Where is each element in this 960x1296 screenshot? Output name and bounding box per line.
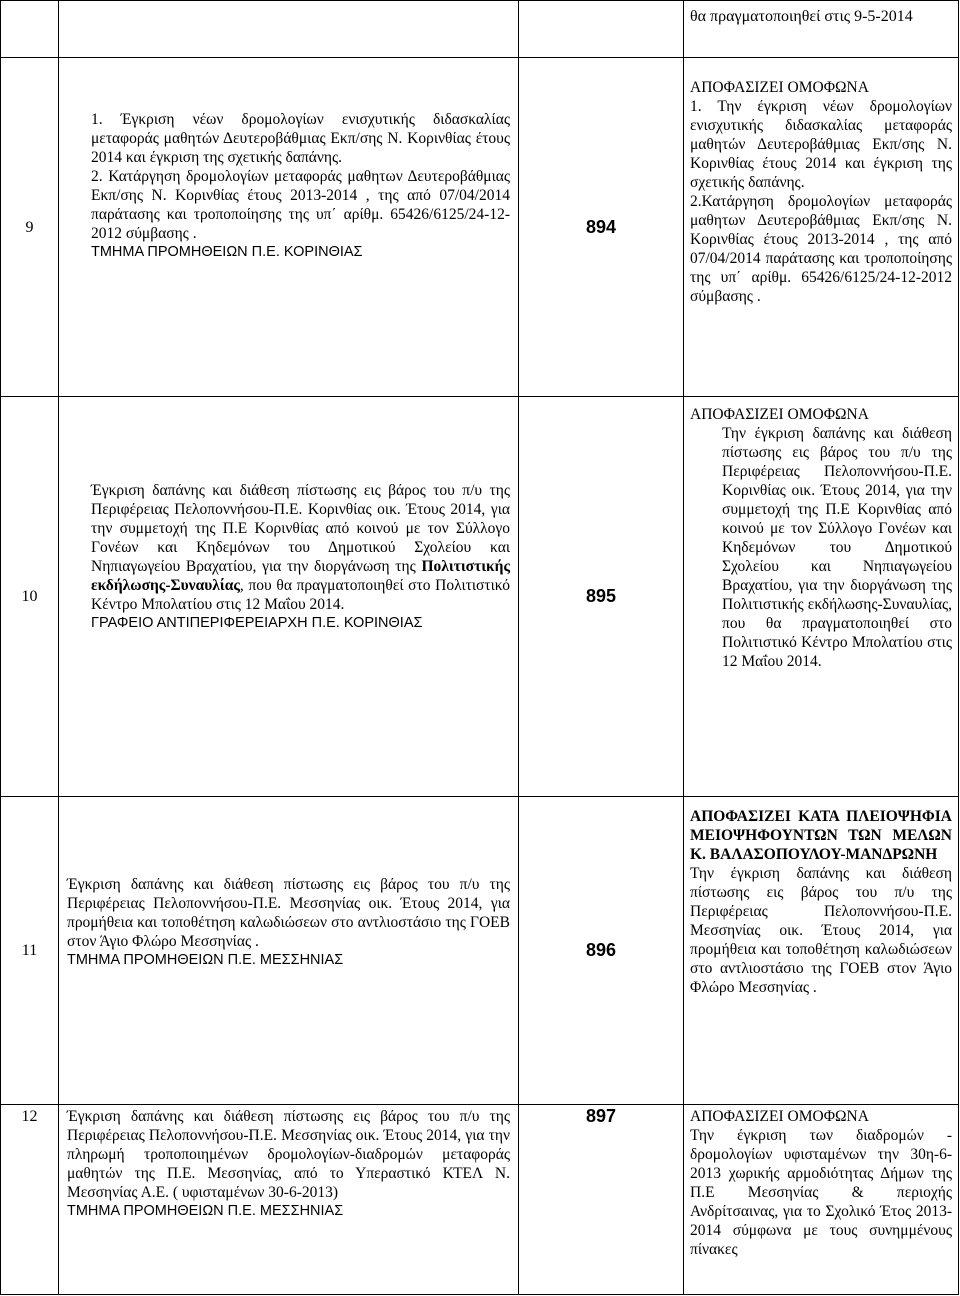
department-label: ΤΜΗΜΑ ΠΡΟΜΗΘΕΙΩΝ Π.Ε. ΚΟΡΙΝΘΙΑΣ: [91, 244, 363, 260]
department-label: ΤΜΗΜΑ ΠΡΟΜΗΘΕΙΩΝ Π.Ε. ΜΕΣΣΗΝΙΑΣ: [67, 952, 344, 968]
row-number: 12: [1, 1105, 59, 1295]
decision-number: 894: [519, 58, 684, 397]
continuation-row: [1, 1, 959, 58]
decision-number: 896: [519, 797, 684, 1105]
result-text: Την έγκριση δαπάνης και διάθεση πίστωσης εις βάρος του π/υ της Περιφέρειας Πελοποννήσου-Π.Ε. Κορινθίας οικ. Έτους 2014, για την συμμετοχή της Π.Ε Κορινθίας από κοινού με τον Σύλλογο Γονέων και Κηδεμόνων του Δημοτικού Σχολείου και Νηπιαγωγείου Βραχατίου, για την διοργάνωση της Πολιτιστικής εκδήλωσης-Συναυλίας, που θα πραγματοποιηθεί στο Πολιτιστικό Κέντρο Μπολατίου στις 12 Μαΐου 2014.: [722, 425, 952, 670]
row-number: 11: [1, 797, 59, 1105]
result-text: Την έγκριση δαπάνης και διάθεση πίστωσης εις βάρος του π/υ της Περιφέρειας Πελοποννήσου-Π.Ε. Μεσσηνίας οικ. Έτους 2014, για προμήθεια και τοποθέτηση καλωδιώσεων στο αντλιοστάσιο της ΓΟΕΒ στον Άγιο Φλώρο Μεσσηνίας .: [690, 865, 952, 996]
result-title: ΑΠΟΦΑΣΙΖΕΙ ΟΜΟΦΩΝΑ: [690, 79, 869, 96]
department-label: ΤΜΗΜΑ ΠΡΟΜΗΘΕΙΩΝ Π.Ε. ΜΕΣΣΗΝΙΑΣ: [67, 1203, 344, 1219]
subject-text-end: , που θα πραγματοποιηθεί στο Πολιτιστικό Κέντρο Μπολατίου στις 12 Μαΐου 2014.: [91, 577, 510, 613]
subject-text: Έγκριση δαπάνης και διάθεση πίστωσης εις βάρος του π/υ της Περιφέρειας Πελοποννήσου-Π.Ε. Μεσσηνίας οικ. Έτους 2014, για την πληρωμή τροποποιημένων δρομολογίων-διαδρομών μεταφοράς μαθητών της Π.Ε. Μεσσηνίας, από το Υπεραστικό ΚΤΕΛ Ν. Μεσσηνίας Α.Ε. ( υφισταμένων 30-6-2013): [67, 1108, 510, 1201]
result-item-1: 1. Την έγκριση νέων δρομολογίων ενισχυτικής διδασκαλίας μεταφοράς μαθητών Δευτεροβάθμιας Εκπ/σης Ν. Κορινθίας έτους 2014 και έγκριση της σχετικής δαπάνης.: [690, 98, 952, 191]
result-title: ΑΠΟΦΑΣΙΖΕΙ ΟΜΟΦΩΝΑ: [690, 1108, 869, 1125]
subject-cell: [59, 58, 519, 397]
subject-text: Έγκριση δαπάνης και διάθεση πίστωσης εις βάρος του π/υ της Περιφέρειας Πελοποννήσου-Π.Ε. Μεσσηνίας οικ. Έτους 2014, για προμήθεια και τοποθέτηση καλωδιώσεων στο αντλιοστάσιο της ΓΟΕΒ στον Άγιο Φλώρο Μεσσηνίας .: [67, 876, 510, 950]
subject-bold-text: Πολιτιστικής εκδήλωσης-Συναυλίας: [91, 558, 510, 594]
decision-number: 897: [519, 1105, 684, 1295]
table-row-11: [1, 797, 959, 1105]
subject-text: Έγκριση δαπάνης και διάθεση πίστωσης εις βάρος του π/υ της Περιφέρειας Πελοποννήσου-Π.Ε. Κορινθίας οικ. Έτους 2014, για την συμμετοχή της Π.Ε Κορινθίας από κοινού με τον Σύλλογο Γονέων και Κηδεμόνων του Δημοτικού Σχολείου και Νηπιαγωγείου Βραχατίου, για την διοργάνωση της: [91, 482, 510, 575]
table-row-9: [1, 58, 959, 397]
result-text: Την έγκριση των διαδρομών - δρομολογίων υφισταμένων την 30η-6-2013 χωρικής αρμοδιότητας Δήμων της Π.Ε Μεσσηνίας & περιοχής Ανδρίτσαινας, για το Σχολικό Έτος 2013-2014 σύμφωνα με τους συνημμένους πίνακες: [690, 1127, 952, 1258]
subject-item-2: 2. Κατάργηση δρομολογίων μεταφοράς μαθητων Δευτεροβάθμιας Εκπ/σης Ν. Κορινθίας έτους 2013-2014 , της από 07/04/2014 παράτασης και τροποποίησης της υπ΄ αρίθμ. 65426/6125/24-12-2012 σύμβασης .: [91, 168, 510, 242]
result-cell: [684, 397, 959, 797]
subject-cell: [59, 397, 519, 797]
result-title: ΑΠΟΦΑΣΙΖΕΙ ΚΑΤΑ ΠΛΕΙΟΨΗΦΙΑ ΜΕΙΟΨΗΦΟΥΝΤΩΝ ΤΩΝ ΜΕΛΩΝ Κ. ΒΑΛΑΣΟΠΟΥΛΟΥ-ΜΑΝΔΡΩΝΗ: [690, 808, 952, 863]
department-label: ΓΡΑΦΕΙΟ ΑΝΤΙΠΕΡΙΦΕΡΕΙΑΡΧΗ Π.Ε. ΚΟΡΙΝΘΙΑΣ: [91, 615, 423, 631]
table-row-10: [1, 397, 959, 797]
continuation-text: θα πραγματοποιηθεί στις 9-5-2014: [684, 1, 959, 58]
subject-item-1: 1. Έγκριση νέων δρομολογίων ενισχυτικής διδασκαλίας μεταφοράς μαθητών Δευτεροβάθμιας Εκπ/σης Ν. Κορινθίας έτους 2014 και έγκριση της σχετικής δαπάνης.: [91, 111, 510, 166]
subject-cell: [59, 1105, 519, 1295]
result-cell: [684, 58, 959, 397]
result-cell: [684, 797, 959, 1105]
table-row-12: [1, 1105, 959, 1295]
result-cell: [684, 1105, 959, 1295]
decision-number: 895: [519, 397, 684, 797]
row-number: 9: [1, 58, 59, 397]
subject-cell: [59, 797, 519, 1105]
result-title: ΑΠΟΦΑΣΙΖΕΙ ΟΜΟΦΩΝΑ: [690, 406, 869, 423]
row-number: 10: [1, 397, 59, 797]
result-item-2: 2.Κατάργηση δρομολογίων μεταφοράς μαθητων Δευτεροβάθμιας Εκπ/σης Ν. Κορινθίας έτους 2013-2014 , της από 07/04/2014 παράτασης και τροποποίησης της υπ΄ αρίθμ. 65426/6125/24-12-2012 σύμβασης .: [690, 193, 952, 305]
